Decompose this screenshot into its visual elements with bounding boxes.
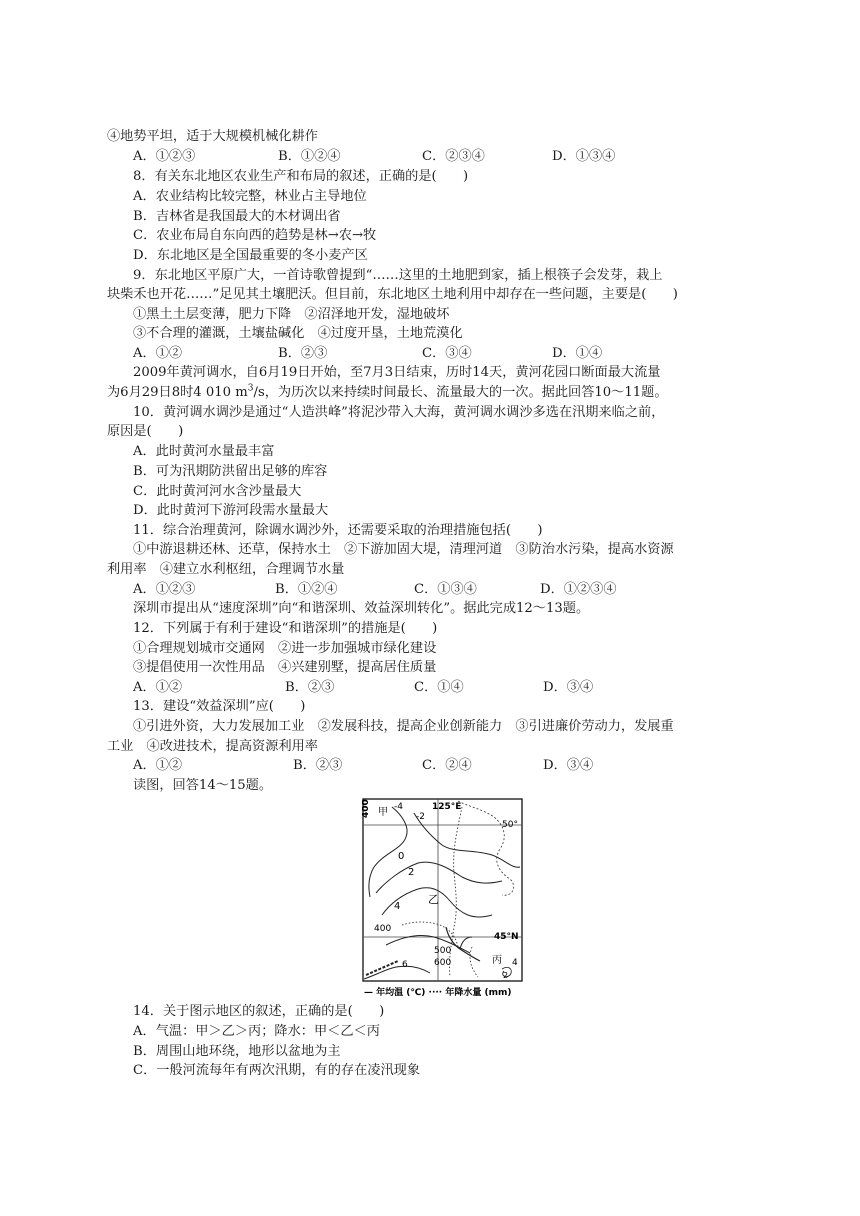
map-label-jia: 甲 [378,807,388,818]
map-label-600: 600 [434,958,452,968]
q12-options-34: ③提倡使用一次性用品 ④兴建别墅，提高居住质量 [133,660,437,675]
map-label-neg4: -4 [394,802,403,812]
map-legend: — 年均温 (℃) ···· 年降水量 (mm) [364,988,512,998]
q14-choice-b: B．周围山地环绕，地形以盆地为主 [133,1044,341,1059]
q8-stem: 8．有关东北地区农业生产和布局的叙述，正确的是( ) [133,169,469,184]
q10-stem-line2: 原因是( ) [107,424,184,439]
q10-choice-d: D．此时黄河下游河段需水量最大 [133,503,329,518]
map-label-125e: 125°E [432,802,462,812]
map-label-500: 500 [434,946,452,956]
q14-stem: 14．关于图示地区的叙述，正确的是( ) [133,1004,385,1019]
map-label-50: 50° [502,820,518,830]
q8-choice-b: B．吉林省是我国最大的木材调出省 [133,209,341,224]
q13-choice-d: D．③④ [543,758,594,773]
q9-choice-c: C．③④ [422,346,472,361]
climate-map [362,797,528,1002]
map-label-400-top: 400 [362,799,371,818]
q14-choice-a: A．气温：甲＞乙＞丙；降水：甲＜乙＜丙 [133,1024,380,1039]
map-label-400-mid: 400 [374,924,392,934]
q11-choice-d: D．①②③④ [540,582,617,597]
q9-choice-d: D．①④ [552,346,603,361]
q12-stem: 12．下列属于有利于建设“和谐深圳”的措施是( ) [133,621,438,636]
q12-choice-d: D．③④ [543,680,594,695]
map-label-4: 4 [394,901,401,912]
q9-stem-line2: 块柴禾也开花……”足见其土壤肥沃。但目前，东北地区土地利用中却存在一些问题，主要是( ) [107,287,678,302]
q12-choice-a: A．①② [133,680,183,695]
q13-options-line2: 工业 ④改进技术，提高资源利用率 [107,739,318,754]
q10-intro-line1: 2009年黄河调水，自6月19日开始，至7月3日结束，历时14天，黄河花园口断面最大流量 [133,365,661,380]
q13-stem: 13．建设“效益深圳”应( ) [133,699,306,714]
q12-intro: 深圳市提出从“速度深圳”向“和谐深圳、效益深圳转化”。据此完成12～13题。 [133,601,590,616]
map-label-45n: 45°N [494,932,519,942]
map-label-neg2: -2 [416,812,425,822]
map-label-yi: 乙 [428,893,439,906]
q9-choice-b: B．②③ [278,346,328,361]
q13-choice-b: B．②③ [293,758,343,773]
q8-choice-c: C．农业布局自东向西的趋势是林→农→牧 [133,228,377,243]
map-label-4-right: 4 [512,958,518,968]
q11-options-line2: 利用率 ④建立水利枢纽，合理调节水量 [107,562,345,577]
q14-choice-c: C．一般河流每年有两次汛期，有的存在凌汛现象 [133,1063,421,1078]
q10-choice-a: A．此时黄河水量最丰富 [133,444,275,459]
q9-options-34: ③不合理的灌溉，土壤盐碱化 ④过度开垦，土地荒漠化 [133,326,463,341]
q7-option-4: ④地势平坦，适于大规模机械化耕作 [107,129,318,144]
q7-choice-a: A．①②③ [133,149,196,164]
q11-choice-b: B．①②④ [275,582,338,597]
q11-choice-c: C．①③④ [414,582,477,597]
q7-choice-c: C．②③④ [422,149,485,164]
map-label-2-right: 2 [503,971,509,980]
q10-choice-c: C．此时黄河河水含沙量最大 [133,484,302,499]
q9-options-12: ①黑土土层变薄，肥力下降 ②沼泽地开发，湿地破坏 [133,307,450,322]
q10-choice-b: B．可为汛期防洪留出足够的库容 [133,464,328,479]
q12-choice-c: C．①④ [414,680,464,695]
q12-choice-b: B．②③ [285,680,335,695]
climate-map-figure [362,797,528,1002]
q13-options-line1: ①引进外资，大力发展加工业 ②发展科技，提高企业创新能力 ③引进廉价劳动力，发展重 [133,719,674,734]
q8-choice-d: D．东北地区是全国最重要的冬小麦产区 [133,248,368,263]
q14-intro: 读图，回答14～15题。 [133,778,273,793]
map-label-0: 0 [398,851,405,862]
q7-choice-b: B．①②④ [278,149,341,164]
q9-choice-a: A．①② [133,346,183,361]
q9-stem-line1: 9．东北地区平原广大，一首诗歌曾提到“……这里的土地肥到家，插上根筷子会发芽，栽上 [133,268,663,283]
q8-choice-a: A．农业结构比较完整，林业占主导地位 [133,189,367,204]
q10-intro-line2: 为6月29日8时4 010 $m^3/s$，为历次以来持续时间最长、流量最大的一次。据此回答10～11题。 [107,383,668,400]
map-label-2: 2 [408,867,415,878]
q13-choice-c: C．②④ [422,758,472,773]
map-label-6: 6 [402,960,408,970]
q11-options-line1: ①中游退耕还林、还草，保持水土 ②下游加固大堤，清理河道 ③防治水污染，提高水资源 [133,542,674,557]
q12-options-12: ①合理规划城市交通网 ②进一步加强城市绿化建设 [133,641,437,656]
q11-stem: 11．综合治理黄河，除调水调沙外，还需要采取的治理措施包括( ) [133,523,543,538]
q13-choice-a: A．①② [133,758,183,773]
q7-choice-d: D．①③④ [552,149,616,164]
q10-stem-line1: 10．黄河调水调沙是通过“人造洪峰”将泥沙带入大海，黄河调水调沙多选在汛期来临之前， [133,405,665,420]
q11-choice-a: A．①②③ [133,582,196,597]
map-label-bing: 丙 [492,955,502,966]
